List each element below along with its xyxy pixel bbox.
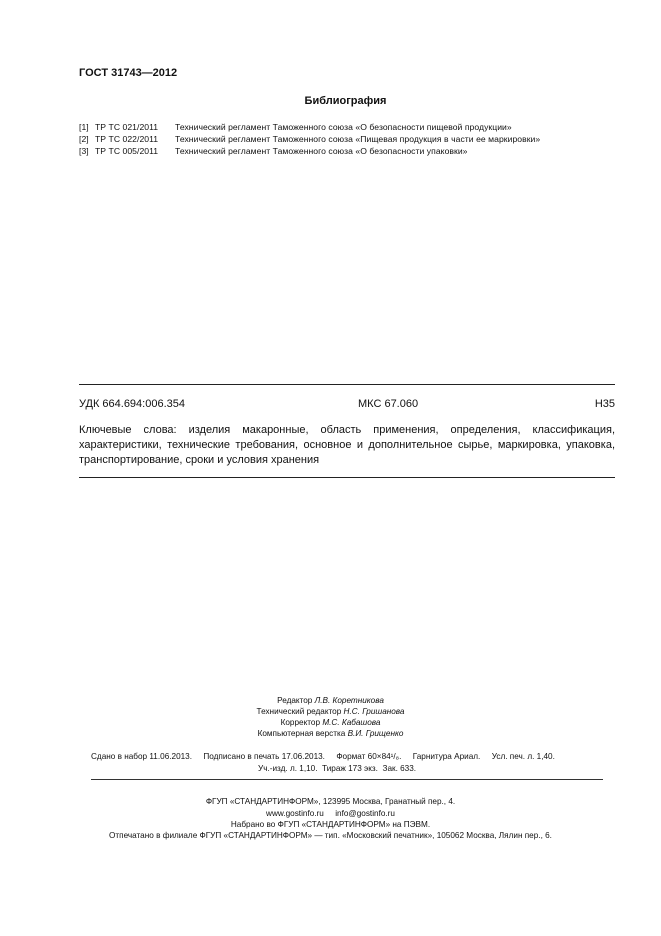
standard-number: ГОСТ 31743—2012 — [79, 67, 178, 79]
credit-role: Технический редактор — [256, 707, 342, 716]
publisher-website[interactable]: www.gostinfo.ru — [266, 809, 324, 818]
imprint-line-2 — [258, 764, 416, 773]
imprint-signed: Подписано в печать 17.06.2013. — [203, 752, 325, 761]
credit-line — [0, 707, 661, 716]
group-code: Н35 — [594, 398, 615, 410]
publisher-printed: Отпечатано в филиале ФГУП «СТАНДАРТИНФОРМ» — тип. «Московский печатник», 105062 Москва, Лялин пер., 6. — [109, 831, 552, 840]
keywords: Ключевые слова: изделия макаронные, область применения, определения, классификация, характеристики, технические требования, основное и дополнительное сырье, маркировка, упаковка, транспортирование, сроки и условия хранения — [79, 424, 615, 466]
credit-line — [0, 718, 661, 727]
bib-item-text: Технический регламент Таможенного союза «О безопасности упаковки» — [175, 146, 468, 156]
publisher-contacts — [0, 809, 661, 818]
imprint-line-1 — [91, 752, 555, 761]
bib-item-text: Технический регламент Таможенного союза «О безопасности пищевой продукции» — [175, 122, 512, 132]
bib-item-number: [1] — [79, 122, 89, 132]
imprint-submitted: Сдано в набор 11.06.2013. — [91, 752, 193, 761]
imprint-print-sheets: Усл. печ. л. 1,40. — [491, 752, 555, 761]
credit-name: В.И. Грищенко — [347, 729, 404, 738]
udk-code: УДК 664.694:006.354 — [79, 398, 185, 410]
imprint-typeface: Гарнитура Ариал. — [412, 752, 481, 761]
bibliography-item — [79, 134, 540, 144]
publisher-address: ФГУП «СТАНДАРТИНФОРМ», 123995 Москва, Гранатный пер., 4. — [205, 797, 456, 806]
bibliography-item — [79, 146, 468, 156]
imprint-divider — [91, 779, 603, 780]
credit-role: Компьютерная верстка — [257, 729, 346, 738]
bib-item-code: ТР ТС 021/2011 — [95, 122, 159, 132]
imprint-format: Формат 60×84¹/₈. — [336, 752, 402, 761]
credit-name: Л.В. Коретникова — [314, 696, 384, 705]
bib-item-number: [3] — [79, 146, 89, 156]
bib-item-text: Технический регламент Таможенного союза «Пищевая продукция в части ее маркировки» — [175, 134, 541, 144]
publisher-email[interactable]: info@gostinfo.ru — [335, 809, 395, 818]
imprint-order: Зак. 633. — [382, 764, 417, 773]
bib-item-code: ТР ТС 022/2011 — [95, 134, 159, 144]
credit-line — [0, 729, 661, 738]
bibliography-item — [79, 122, 512, 132]
credit-line — [0, 696, 661, 705]
credit-role: Редактор — [277, 696, 313, 705]
imprint-print-run: Тираж 173 экз. — [322, 764, 378, 773]
bibliography-title: Библиография — [304, 95, 387, 107]
imprint-publisher-sheets: Уч.-изд. л. 1,10. — [258, 764, 318, 773]
bib-item-code: ТР ТС 005/2011 — [95, 146, 159, 156]
credit-role: Корректор — [280, 718, 321, 727]
credit-name: М.С. Кабашова — [322, 718, 381, 727]
mks-code: МКС 67.060 — [358, 398, 419, 410]
top-divider — [79, 384, 615, 385]
bottom-divider — [79, 477, 615, 478]
publisher-typeset: Набрано во ФГУП «СТАНДАРТИНФОРМ» на ПЭВМ. — [230, 820, 431, 829]
credit-name: Н.С. Гришанова — [343, 707, 405, 716]
bib-item-number: [2] — [79, 134, 89, 144]
